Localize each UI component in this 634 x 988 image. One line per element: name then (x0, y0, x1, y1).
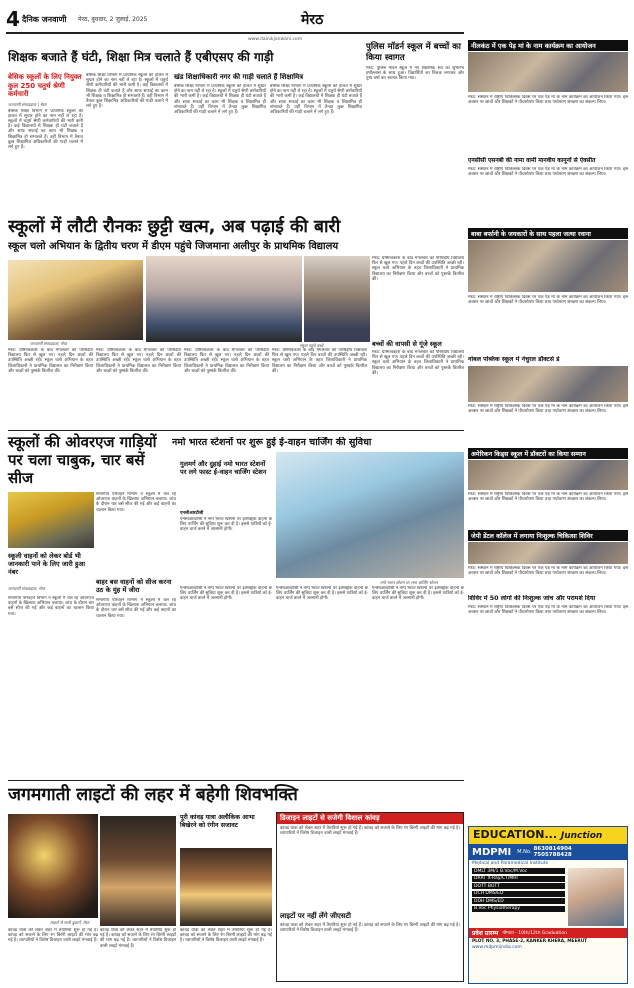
main-body-3: मेरठ: ग्रीष्मावकाश के बाद मंगलवार को परिषदीय विद्यालय फिर से खुल गए। पहले दिन बच्चों की उपस्थिति अच्छी रही। स्कूल चलो अभियान के तहत जिलाधिकारी ने प्राथमिक विद्यालय का निरीक्षण किया और बच्चों को पुस्तकें वितरित कीं। (184, 348, 269, 374)
ad-header-row (469, 844, 627, 860)
charging-photo (276, 452, 464, 578)
charging-body-1: एनसीआरटीसी ने नमो भारत स्टेशनों पर इलेक्ट्रिक वाहनों के लिए चार्जिंग की सुविधा शुरू कर दी है। इससे यात्रियों को ई-वाहन चार्ज करने में आसानी होगी। (180, 517, 272, 533)
main-body-2: मेरठ: ग्रीष्मावकाश के बाद मंगलवार को परिषदीय विद्यालय फिर से खुल गए। पहले दिन बच्चों की उपस्थिति अच्छी रही। स्कूल चलो अभियान के तहत जिलाधिकारी ने प्राथमिक विद्यालय का निरीक्षण किया और बच्चों को पुस्तकें वितरित कीं। (96, 348, 181, 374)
charging-body-3: एनसीआरटीसी ने नमो भारत स्टेशनों पर इलेक्ट्रिक वाहनों के लिए चार्जिंग की सुविधा शुरू कर दी है। इससे यात्रियों को ई-वाहन चार्ज करने में आसानी होगी। (276, 586, 368, 602)
bottom-body-1: कांवड़ यात्रा को लेकर शहर में तैयारियां शुरू हो गई हैं। कांवड़ को सजाने के लिए रंग बिरंगी लाइटों की मांग बढ़ गई है। व्यापारियों ने विशेष डिजाइन वाली लाइटें मंगवाई हैं। (8, 928, 98, 944)
lead-col-3: बेसिक शिक्षा विभाग में प्राथमिक स्कूलों की हालत में सुधार होने का नाम नहीं ले रहा है। स्कूलों में चतुर्थ श्रेणी कर्मचारियों की भारी कमी है। कई विद्यालयों में शिक्षक ही घंटी बजाते हैं और साफ सफाई का काम भी शिक्षक व शिक्षामित्र ही संभालते हैं। वहीं विभाग में तैनात कुछ शिक्षामित्र अधिकारियों की गाड़ी चलाने में लगे हुए हैं। (174, 84, 266, 116)
main-photo-1 (8, 260, 143, 340)
vehicles-headline: स्कूलों की ओवरएज गाड़ियों पर चला चाबुक, चार बसें सीज (8, 433, 157, 487)
main-body-4: मेरठ: ग्रीष्मावकाश के बाद मंगलवार को परिषदीय विद्यालय फिर से खुल गए। पहले दिन बच्चों की उपस्थिति अच्छी रही। स्कूल चलो अभियान के तहत जिलाधिकारी ने प्राथमिक विद्यालय का निरीक्षण किया और बच्चों को पुस्तकें वितरित कीं। (272, 348, 367, 374)
ad-course: DCH DMS/ED (472, 891, 565, 897)
lead-side-body: बेसिक शिक्षा विभाग में प्राथमिक स्कूलों की हालत में सुधार होने का नाम नहीं ले रहा है। स्कूलों में चतुर्थ श्रेणी कर्मचारियों की भारी कमी है। कई विद्यालयों में शिक्षक ही घंटी बजाते हैं और साफ सफाई का काम भी शिक्षक व शिक्षामित्र ही संभालते हैं। वहीं विभाग में तैनात कुछ शिक्षामित्र अधिकारियों की गाड़ी चलाने में लगे हुए हैं। (8, 108, 83, 150)
main-headline: स्कूलों में लौटी रौनकः छुट्टी खत्म, अब पढ़ाई की बारी (8, 217, 341, 237)
right-photo-3 (468, 366, 628, 402)
ad-institute: MDPMI (472, 846, 512, 858)
bottom-headline: जगमगाती लाइटों की लहर में बहेगी शिवभक्ति (8, 785, 298, 805)
right-headline-5: अमेरिकन किड्स स्कूल में डॉक्टरों का किया सम्मान (468, 448, 628, 459)
paper-name: दैनिक जनवाणी (22, 15, 67, 24)
vehicles-sub-headline: बाहर बस वाहनों को सीज करना उठ के मुंह में जीरा (96, 578, 172, 594)
right-headline-4: नोबल पब्लिक स्कूल में नेचुरल डॉक्टर्स डे (468, 356, 560, 363)
charging-body-4: एनसीआरटीसी ने नमो भारत स्टेशनों पर इलेक्ट्रिक वाहनों के लिए चार्जिंग की सुविधा शुरू कर दी है। इससे यात्रियों को ई-वाहन चार्ज करने में आसानी होगी। (372, 586, 464, 602)
ad-address: PLOT NO. 3, PHASE-2, KANKER KHERA, MEERUT (472, 939, 588, 944)
right-body-5: मेरठ: संस्थान में राष्ट्रीय चिकित्सक दिवस पर एक पेड़ मां के नाम कार्यक्रम का आयोजन किया गया। इस अवसर पर छात्रों और शिक्षकों ने पौधारोपण किया तथा पर्यावरण संरक्षण का संकल्प लिया। (468, 492, 628, 503)
bottom-box-sub: लाइटों पर नहीं लेंगे जीएसटी (280, 912, 351, 920)
right-body-1: मेरठ: संस्थान में राष्ट्रीय चिकित्सक दिवस पर एक पेड़ मां के नाम कार्यक्रम का आयोजन किया गया। इस अवसर पर छात्रों और शिक्षकों ने पौधारोपण किया तथा पर्यावरण संरक्षण का संकल्प लिया। (468, 95, 628, 106)
masthead-rule (6, 32, 464, 34)
bottom-photo-3 (180, 848, 272, 926)
ad-admission-label: प्रवेश प्रारम्भ (472, 930, 499, 937)
main-body-1: मेरठ: ग्रीष्मावकाश के बाद मंगलवार को परिषदीय विद्यालय फिर से खुल गए। पहले दिन बच्चों की उपस्थिति अच्छी रही। स्कूल चलो अभियान के तहत जिलाधिकारी ने प्राथमिक विद्यालय का निरीक्षण किया और बच्चों को पुस्तकें वितरित कीं। (8, 348, 93, 374)
right-photo-2 (468, 240, 628, 292)
advertisement (468, 826, 628, 984)
vehicles-body-1: संभागीय परिवहन विभाग ने स्कूलों में चल रहे ओवरएज वाहनों के खिलाफ अभियान चलाया। जांच के दौरान चार बसें सीज की गईं और कई वाहनों का चालान किया गया। (96, 492, 176, 513)
main-photo-2-caption: स्कूल पहुंचे बच्चे (300, 343, 324, 348)
right-photo-1 (468, 52, 628, 92)
bottom-body-2: कांवड़ यात्रा को लेकर शहर में तैयारियां शुरू हो गई हैं। कांवड़ को सजाने के लिए रंग बिरंगी लाइटों की मांग बढ़ गई है। व्यापारियों ने विशेष डिजाइन वाली लाइटें मंगवाई हैं। (100, 928, 176, 949)
right-headline-2: एनसीसी एसनबी की नामा वार्मी मानवीय कानूनों से ऐवसीत (468, 157, 596, 164)
ad-website[interactable]: www.mdpmiindia.com (472, 945, 522, 950)
police-body: मेरठ: पुलिस मॉडर्न स्कूल में नए शैक्षणिक सत्र का शुभारंभ हर्षोल्लास के साथ हुआ। विद्यार्थियों का तिलक लगाकर और पुष्प वर्षा कर स्वागत किया गया। (366, 66, 464, 82)
bottom-box (276, 812, 464, 982)
ad-course: DMLT 3M/1 B.Voc/M.Voc (472, 868, 565, 874)
lead-headline: शिक्षक बजाते हैं घंटी, शिक्षा मित्र चलाते हैं एबीएसए की गाड़ी (8, 50, 274, 64)
bottom-box-headline: डिजाइन लाइटों से सजेगी विशाल कांवड़ (277, 813, 463, 824)
main-inset-headline: बच्चों की वापसी से गूंजे स्कूल (372, 340, 442, 348)
lead-side-box (8, 73, 83, 203)
bottom-photo-1 (8, 814, 98, 918)
right-column (468, 40, 628, 620)
main-photo-2 (146, 256, 302, 342)
charging-body-2: एनसीआरटीसी ने नमो भारत स्टेशनों पर इलेक्ट्रिक वाहनों के लिए चार्जिंग की सुविधा शुरू कर दी है। इससे यात्रियों को ई-वाहन चार्ज करने में आसानी होगी। (180, 586, 272, 602)
main-rule (8, 430, 464, 431)
main-photo-3 (304, 256, 370, 342)
main-subheadline: स्कूल चलो अभियान के द्वितीय चरण में डीएम पहुंचे जिजमाना अलीपुर के प्राथमिक विद्यालय (8, 241, 339, 252)
ad-title-2: Junction (560, 831, 603, 841)
right-headline-1: नीलकंठ में एक पेड़ मां के नाम कार्यक्रम का आयोजन (468, 40, 628, 51)
ad-course: B.Voc Physiotherapy (472, 906, 565, 912)
ad-title-1: EDUCATION... (473, 828, 557, 841)
charging-photo-caption: नमो भारत स्टेशन पर लगा चार्जिंग स्टेशन (380, 580, 438, 585)
lead-col-2: बेसिक शिक्षा विभाग में प्राथमिक स्कूलों की हालत में सुधार होने का नाम नहीं ले रहा है। स्कूलों में चतुर्थ श्रेणी कर्मचारियों की भारी कमी है। कई विद्यालयों में शिक्षक ही घंटी बजाते हैं और साफ सफाई का काम भी शिक्षक व शिक्षामित्र ही संभालते हैं। वहीं विभाग में तैनात कुछ शिक्षामित्र अधिकारियों की गाड़ी चलाने में लगे हुए हैं। (86, 73, 168, 110)
ad-courses (469, 867, 627, 927)
ad-course: DRRT X-Ray/CT/MRI (472, 876, 565, 882)
lead-side-byline: जनवाणी संवाददाता | मेरठ (8, 101, 47, 107)
main-right-body-1: मेरठ: ग्रीष्मावकाश के बाद मंगलवार को परिषदीय विद्यालय फिर से खुल गए। पहले दिन बच्चों की उपस्थिति अच्छी रही। स्कूल चलो अभियान के तहत जिलाधिकारी ने प्राथमिक विद्यालय का निरीक्षण किया और बच्चों को पुस्तकें वितरित कीं। (372, 256, 464, 282)
website: www.dainikjanwani.com (248, 37, 303, 42)
ad-phone-2: 7505788428 (533, 852, 572, 858)
dateline: मेरठ, बुधवार, 2 जुलाई, 2025 (78, 16, 148, 23)
city-title: मेरठ (301, 12, 324, 28)
ad-subtitle: Medical and Paramedical Institute (472, 861, 549, 866)
right-body-2: मेरठ: संस्थान में राष्ट्रीय चिकित्सक दिवस पर एक पेड़ मां के नाम कार्यक्रम का आयोजन किया गया। इस अवसर पर छात्रों और शिक्षकों ने पौधारोपण किया तथा पर्यावरण संरक्षण का संकल्प लिया। (468, 167, 628, 178)
right-headline-6: जेपी डेंटल कॉलेज में लगाया निःशुल्क चिकित्सा शिविर (468, 530, 628, 541)
right-body-6: मेरठ: संस्थान में राष्ट्रीय चिकित्सक दिवस पर एक पेड़ मां के नाम कार्यक्रम का आयोजन किया गया। इस अवसर पर छात्रों और शिक्षकों ने पौधारोपण किया तथा पर्यावरण संरक्षण का संकल्प लिया। (468, 566, 628, 577)
masthead (6, 7, 628, 42)
main-right-body-2: मेरठ: ग्रीष्मावकाश के बाद मंगलवार को परिषदीय विद्यालय फिर से खुल गए। पहले दिन बच्चों की उपस्थिति अच्छी रही। स्कूल चलो अभियान के तहत जिलाधिकारी ने प्राथमिक विद्यालय का निरीक्षण किया और बच्चों को पुस्तकें वितरित कीं। (372, 350, 464, 376)
ad-eligibility: योग्यता - 10th/12th Graduation (502, 931, 568, 936)
page-number: 4 (6, 7, 20, 31)
right-body-7: मेरठ: संस्थान में राष्ट्रीय चिकित्सक दिवस पर एक पेड़ मां के नाम कार्यक्रम का आयोजन किया गया। इस अवसर पर छात्रों और शिक्षकों ने पौधारोपण किया तथा पर्यावरण संरक्षण का संकल्प लिया। (468, 605, 628, 616)
bottom-photo-2 (100, 816, 176, 926)
police-headline: पुलिस मॉडर्न स्कूल में बच्चों का किया स्वागत (366, 42, 461, 63)
ad-phone-label: M.No. (517, 849, 532, 855)
main-photo-1-caption: जनवाणी संवाददाता, मेरठ (30, 341, 68, 346)
right-body-4: मेरठ: संस्थान में राष्ट्रीय चिकित्सक दिवस पर एक पेड़ मां के नाम कार्यक्रम का आयोजन किया गया। इस अवसर पर छात्रों और शिक्षकों ने पौधारोपण किया तथा पर्यावरण संरक्षण का संकल्प लिया। (468, 404, 628, 415)
bottom-sub-headline: पूरी कांवड़ यात्रा अलौकिक आभा बिखेरने को रंगीन सजावट (180, 814, 255, 829)
bottom-body-3: कांवड़ यात्रा को लेकर शहर में तैयारियां शुरू हो गई हैं। कांवड़ को सजाने के लिए रंग बिरंगी लाइटों की मांग बढ़ गई है। व्यापारियों ने विशेष डिजाइन वाली लाइटें मंगवाई हैं। (180, 928, 272, 944)
ad-photo (568, 868, 624, 926)
right-headline-3: बाबा बर्फानी के जयकारों के साथ पहला जत्था रवाना (468, 228, 628, 239)
vehicles-photo (8, 492, 94, 548)
lead-side-headline: बेसिक स्कूलों के लिए नियुक्त कुल 250 चतुर्थ श्रेणी कर्मचारी (8, 73, 82, 98)
ad-admission-row (469, 928, 627, 938)
right-headline-7: शिविर में 50 लोगों की निःशुल्क जांच और परामर्श दिया (468, 595, 596, 602)
vehicles-photo-caption: स्कूली वाहनों को लेकर बोर्ड भी जानकारी पाने के लिए जारी हुआ नंबर (8, 552, 86, 576)
ad-title (469, 827, 627, 844)
ad-phones (533, 846, 571, 858)
ad-course: DDH DMS/ED (472, 898, 565, 904)
bottom-photo-caption: लाइटों से सजी दुकानें, मेरठ (50, 920, 90, 925)
lead-center-headline: खंड शिक्षाधिकारी नगर की गाड़ी चलाते हैं शिक्षामित्र (174, 73, 304, 81)
vehicles-body-2: संभागीय परिवहन विभाग ने स्कूलों में चल रहे ओवरएज वाहनों के खिलाफ अभियान चलाया। जांच के दौरान चार बसें सीज की गईं और कई वाहनों का चालान किया गया। (8, 596, 94, 617)
right-photo-5 (468, 542, 628, 564)
right-body-3: मेरठ: संस्थान में राष्ट्रीय चिकित्सक दिवस पर एक पेड़ मां के नाम कार्यक्रम का आयोजन किया गया। इस अवसर पर छात्रों और शिक्षकों ने पौधारोपण किया तथा पर्यावरण संरक्षण का संकल्प लिया। (468, 295, 628, 306)
ad-phone-1: 8630814904 (533, 846, 572, 852)
bottom-box-body-1: कांवड़ यात्रा को लेकर शहर में तैयारियां शुरू हो गई हैं। कांवड़ को सजाने के लिए रंग बिरंगी लाइटों की मांग बढ़ गई है। व्यापारियों ने विशेष डिजाइन वाली लाइटें मंगवाई हैं। (280, 826, 460, 837)
charging-headline: नमो भारत स्टेशनों पर शुरू हुई ई-वाहन चार्जिंग की सुविधा (172, 437, 372, 448)
right-photo-4 (468, 460, 628, 490)
lead-col-4: बेसिक शिक्षा विभाग में प्राथमिक स्कूलों की हालत में सुधार होने का नाम नहीं ले रहा है। स्कूलों में चतुर्थ श्रेणी कर्मचारियों की भारी कमी है। कई विद्यालयों में शिक्षक ही घंटी बजाते हैं और साफ सफाई का काम भी शिक्षक व शिक्षामित्र ही संभालते हैं। वहीं विभाग में तैनात कुछ शिक्षामित्र अधिकारियों की गाड़ी चलाने में लगे हुए हैं। (270, 84, 362, 116)
bottom-box-body-2: कांवड़ यात्रा को लेकर शहर में तैयारियां शुरू हो गई हैं। कांवड़ को सजाने के लिए रंग बिरंगी लाइटों की मांग बढ़ गई है। व्यापारियों ने विशेष डिजाइन वाली लाइटें मंगवाई हैं। (280, 923, 460, 934)
charging-org: एनसीआरटीसी (180, 511, 204, 516)
vehicles-byline: जनवाणी संवाददाता, मेरठ (8, 586, 46, 591)
ad-course: DOTT BOTT (472, 883, 565, 889)
bottom-rule (8, 780, 464, 781)
vehicles-body-3: संभागीय परिवहन विभाग ने स्कूलों में चल रहे ओवरएज वाहनों के खिलाफ अभियान चलाया। जांच के दौरान चार बसें सीज की गईं और कई वाहनों का चालान किया गया। (96, 598, 176, 619)
charging-inset-headline: गुलमर्ग और दुहाई नमो भारत स्टेशनों पर लगे फास्ट ई-वाहन चार्जिंग स्टेशन (180, 460, 267, 476)
